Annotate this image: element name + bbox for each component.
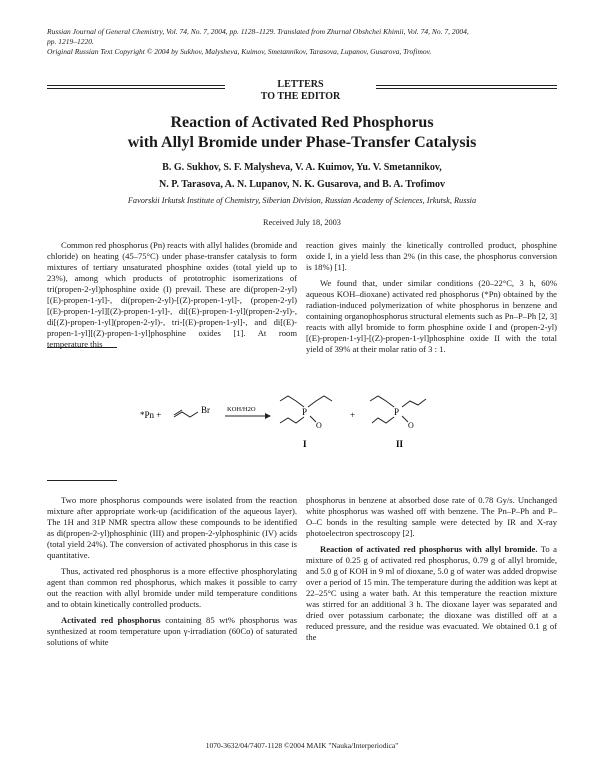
paragraph: reaction gives mainly the kinetically controlled product, phosphine oxide I, in a yield less than 2% (in this case, the phosphorus conversion is 18%) [1]. xyxy=(306,240,557,272)
journal-header xyxy=(47,27,557,57)
section-line-2: TO THE EDITOR xyxy=(260,91,341,102)
product1-label: I xyxy=(303,439,307,449)
product1-chain-a xyxy=(280,396,304,407)
column-4 xyxy=(306,495,557,648)
section-line-1: LETTERS xyxy=(277,79,324,90)
product2-o: O xyxy=(408,421,414,430)
scheme-conditions: KOH/H2O xyxy=(227,406,256,413)
product1-o: O xyxy=(316,421,322,430)
header-line-3: Original Russian Text Copyright © 2004 by Sukhov, Malysheva, Kuimov, Smetannikov, Tarasova, Lupanov, Gusarova, Trofimov. xyxy=(47,47,432,56)
paragraph-lead: Activated red phosphorus xyxy=(61,615,161,625)
paragraph: phosphorus in benzene at absorbed dose rate of 0.78 Gy/s. Unchanged white phosphorus was washed off with benzene. The Pn–P–Ph and P–O–C bonds in the resulting sample were detected by IR and X-ray photoelectron spectroscopy [2]. xyxy=(306,495,557,538)
product2-chain-c xyxy=(372,417,394,423)
paragraph xyxy=(47,615,297,648)
product1-chain-b xyxy=(308,396,332,407)
paragraph-body: containing 85 wt% phosphorus was synthesized at room temperature upon γ-irradiation (60Co) of saturated solutions of white xyxy=(47,615,297,647)
product1-chain-c xyxy=(280,417,304,423)
paragraph xyxy=(306,544,557,643)
product2-chain-b xyxy=(402,399,426,407)
author-list xyxy=(47,159,557,193)
product2-label: II xyxy=(396,439,404,449)
paragraph: We found that, under similar conditions (20–22°C, 3 h, 60% aqueous KOH–dioxane) activated red phosphorus (*Pn) obtained by the radiation-induced polymerization of white phosphorus in benzene and containing organophosphorus structural elements such as Pn–P–Ph [2, 3] reacts with allyl bromide to form phosphine oxide I and (propen-2-yl)[(E)-propen-1-yl]-[(Z)-propen-1-yl]phosphine oxide II with the total yield of 39% at their molar ratio of 3 : 1. xyxy=(306,278,557,354)
divider xyxy=(47,480,117,481)
reaction-scheme-drawing xyxy=(140,385,460,465)
scheme-plus: + xyxy=(350,410,356,420)
title-line-1: Reaction of Activated Red Phosphorus xyxy=(170,114,434,131)
column-2 xyxy=(306,240,557,360)
section-heading xyxy=(225,79,376,103)
column-1 xyxy=(47,240,297,355)
paragraph-body: To a mixture of 0.25 g of activated red phosphorus, 0.79 g of allyl bromide, and 5.0 g of KOH in 9 ml of dioxane, 5.0 g of water was added dropwise over a period of 15 min. The temperature during the addition was kept at 22–25°C using a water bath. At this temperature the reaction mixture was stirred for an additional 3 h. The dioxane layer was separated and dried over potassium carbonate; the dioxane was distilled off at a reduced pressure, and the residue was evacuated. We obtained 0.1 g of the xyxy=(306,544,558,642)
section-rule-left xyxy=(47,85,225,89)
affiliation: Favorskii Irkutsk Institute of Chemistry, Siberian Division, Russian Academy of Sciences, Irkutsk, Russia xyxy=(127,196,477,205)
column-3 xyxy=(47,495,297,653)
reaction-scheme xyxy=(140,385,460,465)
product2-chain-a xyxy=(370,396,394,407)
paragraph: Thus, activated red phosphorus is a more effective phosphorylating agent than common red phosphorus, which makes it possible to carry out the reaction with allyl bromide under mild temperature conditions and to obtain kinetically controlled products. xyxy=(47,566,297,609)
received-date: Received July 18, 2003 xyxy=(263,218,341,227)
authors-line-2: N. P. Tarasova, A. N. Lupanov, N. K. Gusarova, and B. A. Trofimov xyxy=(159,179,445,190)
authors-line-1: B. G. Sukhov, S. F. Malysheva, V. A. Kuimov, Yu. V. Smetannikov, xyxy=(162,162,442,173)
scheme-br: Br xyxy=(201,405,210,415)
title-line-2: with Allyl Bromide under Phase-Transfer Catalysis xyxy=(127,134,477,151)
page-footer: 1070-3632/04/7407-1128 ©2004 MAIK "Nauka/Interperiodica" xyxy=(205,741,399,750)
article-title xyxy=(47,113,557,153)
paragraph-lead: Reaction of activated red phosphorus with allyl bromide. xyxy=(320,544,538,554)
paragraph: Common red phosphorus (Pn) reacts with allyl halides (bromide and chloride) on heating (45–75°C) under phase-transfer catalysis to form mixtures of tertiary unsaturated phosphine oxides (total yield up to 23%), among which products of prototrophic isomerizations of tri(propen-2-yl)phosphine oxide (I) prevail. These are di(propen-2-yl)[(E)-propen-1-yl]-, di(propen-2-yl)-[(Z)-propen-1-yl]-, (propen-2-yl)[(E)-propen-1-yl][(Z)-propen-1-yl]-, di[(E)-propen-1-yl](propen-2-yl)-, di[(Z)-propen-1-yl](propen-2-yl)-, tri-[(E)-propen-1-yl]-, and di[(E)-propen-1-yl][(Z)-propen-1-yl]phosphine oxides [1]. At room temperature this xyxy=(47,240,297,349)
scheme-reactant: *Pn + xyxy=(140,410,162,420)
section-rule-right xyxy=(376,85,557,89)
arrow-head xyxy=(265,413,271,419)
product2-p: P xyxy=(394,407,400,417)
header-line-1: Russian Journal of General Chemistry, Vol. 74, No. 7, 2004, pp. 1128–1129. Translated from Zhurnal Obshchei Khimii, Vol. 74, No. 7, 2004, xyxy=(47,27,469,36)
header-line-2: pp. 1219–1220. xyxy=(47,37,94,46)
product1-p: P xyxy=(302,407,308,417)
paragraph: Two more phosphorus compounds were isolated from the reaction mixture after appropriate work-up (acidification of the aqueous layer). The 1H and 31P NMR spectra allow these compounds to be identified as di(propen-2-yl)phosphinic (III) and propen-2-ylphosphinic (IV) acids (total yield 24%). The conversion of activated phosphorus in this case is quantitative. xyxy=(47,495,297,560)
divider xyxy=(47,347,117,348)
